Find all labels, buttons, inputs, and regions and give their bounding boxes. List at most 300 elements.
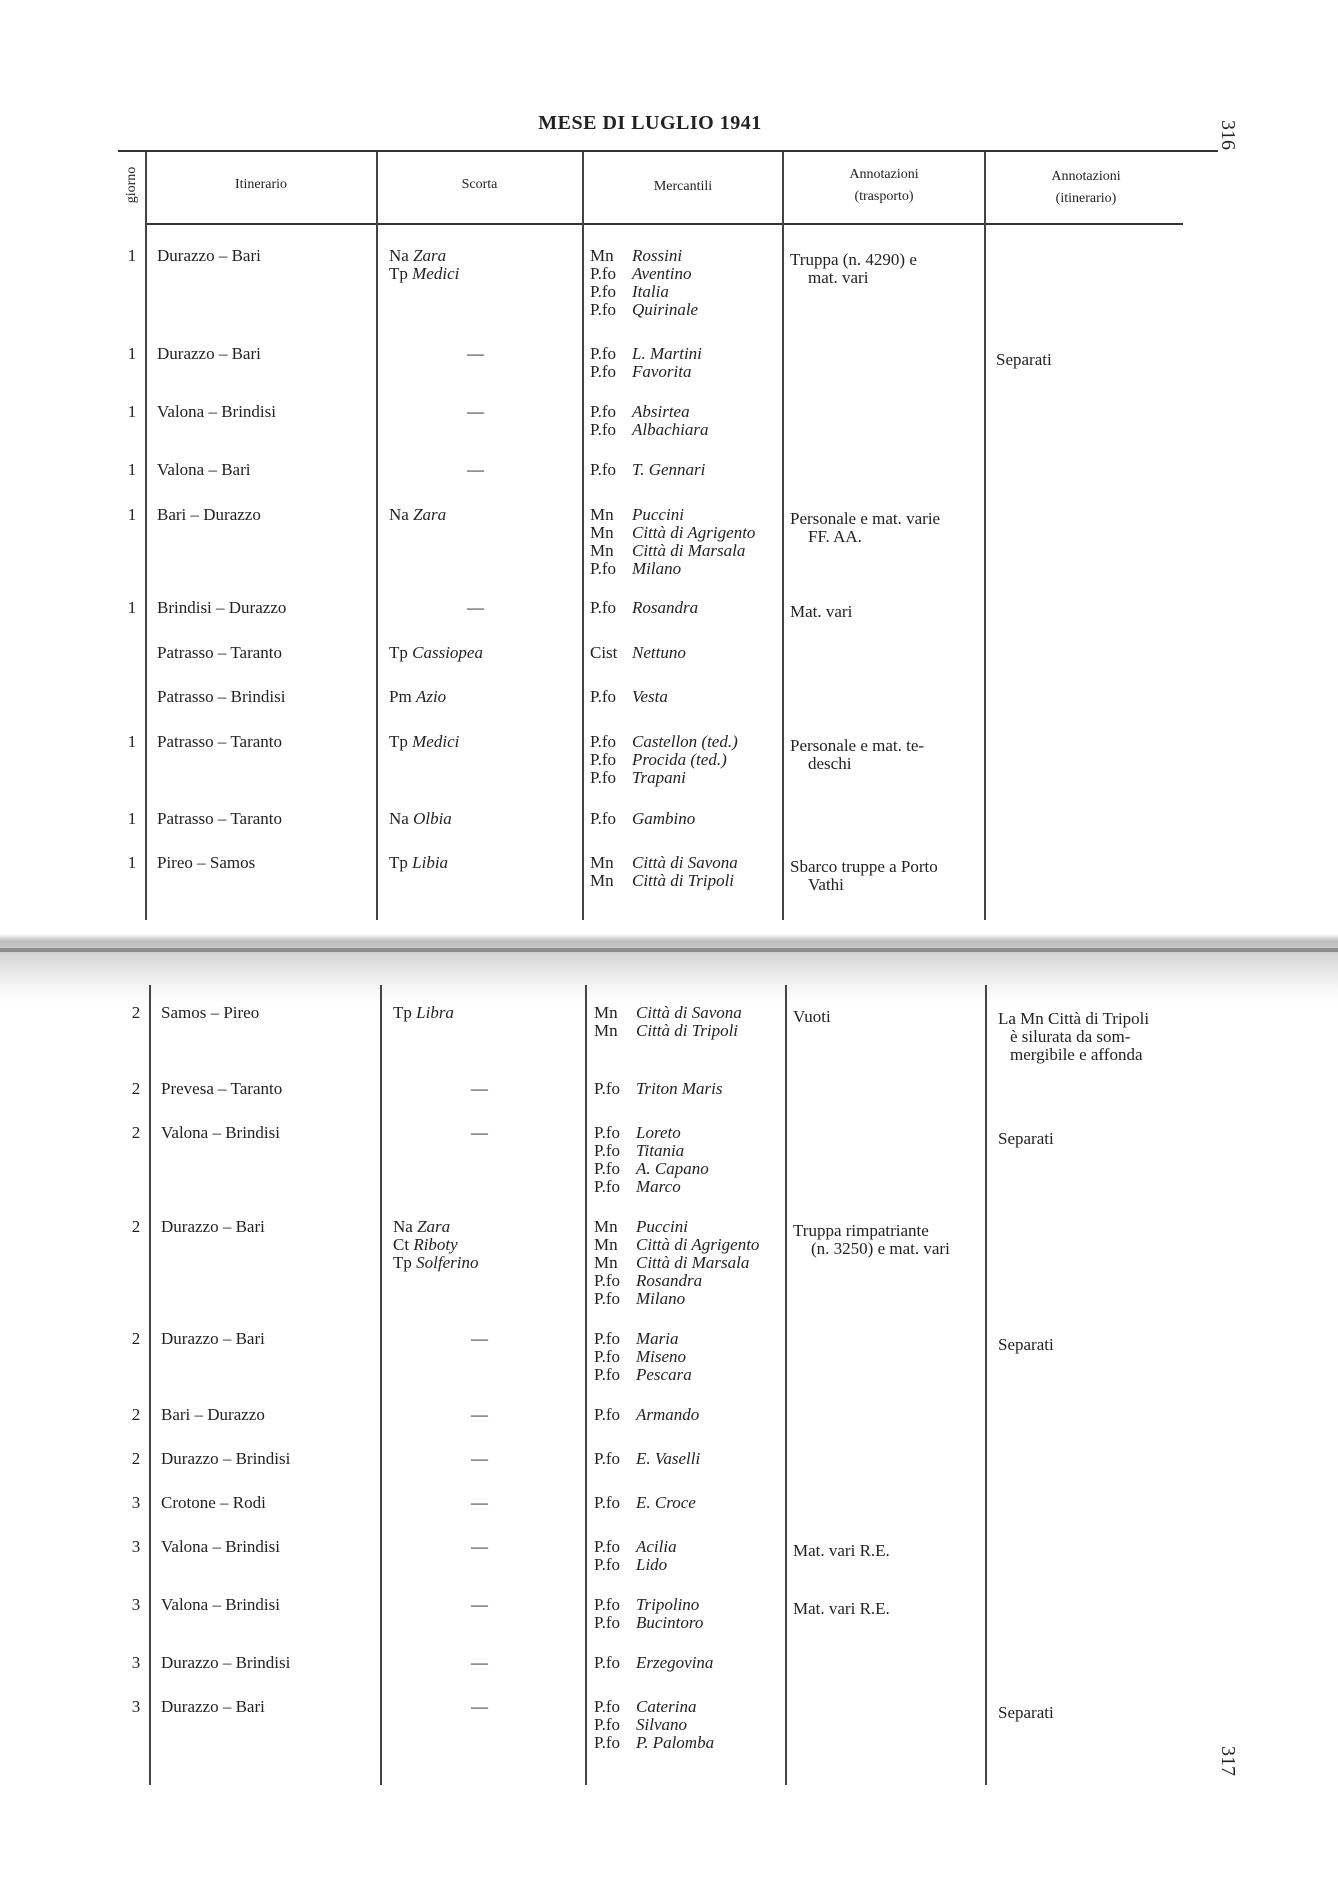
itinerary-route: Patrasso – Brindisi [157, 687, 286, 706]
day-number: 1 [127, 344, 137, 363]
header-annotazioni-itinerario-line1: Annotazioni [1051, 169, 1121, 184]
transport-note-text: Personale e mat. te- [790, 736, 925, 755]
merchant-ship [590, 688, 668, 706]
itinerary-route: Durazzo – Bari [157, 246, 261, 265]
no-escort-dash: — [471, 1449, 488, 1468]
page-title: MESE DI LUGLIO 1941 [538, 112, 762, 134]
ship-type: Tp [393, 1253, 412, 1272]
escort-dash [467, 461, 484, 479]
transport-note-text: Mat. vari R.E. [793, 1599, 890, 1618]
page-separation-line [0, 948, 1338, 952]
merchant-cell [594, 1406, 699, 1424]
ship-type: Tp [393, 1003, 412, 1022]
transport-note-text: Vuoti [793, 1007, 831, 1026]
day-cell [124, 1218, 148, 1236]
merchant-cell [594, 1654, 713, 1672]
merchant-ship [590, 506, 755, 524]
transport-note-text: Vathi [808, 875, 844, 894]
merchant-ship [594, 1450, 700, 1468]
transport-note-cell [790, 251, 917, 287]
ship-name: Quirinale [632, 300, 699, 319]
day-number: 1 [127, 732, 137, 751]
merchant-ship [594, 1614, 703, 1632]
itinerary-cell [161, 1218, 265, 1236]
merchant-ship [590, 345, 702, 363]
ship-name: Erzegovina [636, 1653, 714, 1672]
merchant-ship [590, 524, 755, 542]
ship-type: P.fo [590, 809, 616, 828]
ship-name: Gambino [632, 809, 696, 828]
day-number: 2 [131, 1123, 141, 1142]
escort-ship [389, 247, 459, 265]
ship-type: P.fo [590, 420, 616, 439]
header-giorno: giorno [124, 166, 139, 204]
ship-type: Ct [393, 1235, 410, 1254]
ship-type: P.fo [594, 1177, 620, 1196]
ship-name: Città di Marsala [632, 541, 746, 560]
itinerary-cell [161, 1596, 280, 1614]
transport-note-line [790, 510, 940, 528]
col-line [785, 985, 787, 1785]
ship-type: P.fo [594, 1613, 620, 1632]
ship-type: Na [389, 809, 409, 828]
ship-type: P.fo [594, 1079, 620, 1098]
transport-note-cell [790, 737, 924, 773]
ship-type: P.fo [594, 1715, 620, 1734]
ship-name: Caterina [636, 1697, 697, 1716]
ship-type: P.fo [594, 1289, 620, 1308]
header-scorta: Scorta [461, 177, 498, 192]
ship-name: Zara [417, 1217, 451, 1236]
no-escort-dash: — [467, 344, 484, 363]
merchant-ship [594, 1716, 714, 1734]
no-escort-dash: — [467, 402, 484, 421]
day-cell [120, 599, 144, 617]
ship-type: P.fo [594, 1365, 620, 1384]
itinerary-route: Valona – Brindisi [161, 1123, 280, 1142]
itinerary-cell [161, 1124, 280, 1142]
merchant-cell [594, 1218, 759, 1308]
escort-cell [389, 688, 446, 706]
ship-name: Città di Savona [636, 1003, 742, 1022]
merchant-ship [594, 1272, 759, 1290]
ship-name: Azio [415, 687, 447, 706]
ship-type: P.fo [594, 1159, 620, 1178]
col-line [782, 152, 784, 920]
merchant-cell [594, 1080, 722, 1098]
merchant-ship [590, 644, 686, 662]
ship-name: Favorita [632, 362, 692, 381]
ship-type: P.fo [594, 1271, 620, 1290]
ship-type: P.fo [594, 1123, 620, 1142]
ship-type: Pm [389, 687, 412, 706]
transport-note-line [790, 528, 940, 546]
ship-type: Cist [590, 643, 618, 662]
merchant-ship [594, 1080, 722, 1098]
escort-dash [471, 1330, 488, 1348]
day-cell [120, 345, 144, 363]
ship-name: Aventino [632, 264, 692, 283]
merchant-cell [594, 1124, 709, 1196]
itinerary-cell [157, 733, 282, 751]
day-cell [124, 1080, 148, 1098]
merchant-ship [594, 1556, 677, 1574]
ship-name: Zara [413, 505, 447, 524]
escort-dash [471, 1596, 488, 1614]
col-line [149, 985, 151, 1785]
day-cell [124, 1538, 148, 1556]
ship-name: Procida (ted.) [632, 750, 727, 769]
ship-type: Mn [590, 246, 614, 265]
merchant-ship [590, 265, 698, 283]
itinerary-note-text: Separati [998, 1335, 1054, 1354]
itinerary-cell [157, 810, 282, 828]
merchant-cell [594, 1698, 714, 1752]
day-number: 1 [127, 598, 137, 617]
ship-name: Silvano [636, 1715, 687, 1734]
ship-name: Acilia [636, 1537, 677, 1556]
merchant-ship [590, 363, 702, 381]
transport-note-line [793, 1240, 950, 1258]
ship-name: Medici [412, 264, 460, 283]
day-number: 1 [127, 246, 137, 265]
merchant-cell [590, 854, 738, 890]
col-line [985, 985, 987, 1785]
ship-name: Rosandra [636, 1271, 703, 1290]
transport-note-cell [790, 603, 852, 621]
ship-name: Milano [636, 1289, 686, 1308]
ship-name: Olbia [413, 809, 452, 828]
merchant-ship [594, 1654, 713, 1672]
transport-note-text: FF. AA. [808, 527, 862, 546]
ship-type: Mn [590, 871, 614, 890]
escort-ship [393, 1254, 478, 1272]
itinerary-note-line [998, 1704, 1054, 1722]
merchant-ship [590, 769, 738, 787]
ship-type: P.fo [594, 1697, 620, 1716]
ship-type: P.fo [594, 1347, 620, 1366]
merchant-ship [590, 854, 738, 872]
ship-type: P.fo [594, 1449, 620, 1468]
merchant-ship [590, 283, 698, 301]
merchant-ship [594, 1348, 692, 1366]
merchant-ship [590, 542, 755, 560]
escort-ship [389, 733, 459, 751]
itinerary-cell [161, 1080, 282, 1098]
ship-name: T. Gennari [632, 460, 706, 479]
itinerary-note-text: Separati [996, 350, 1052, 369]
merchant-ship [590, 247, 698, 265]
ship-type: Mn [590, 523, 614, 542]
merchant-cell [594, 1450, 700, 1468]
merchant-cell [590, 810, 695, 828]
day-cell [124, 1330, 148, 1348]
ship-name: Bucintoro [636, 1613, 704, 1632]
merchant-ship [590, 872, 738, 890]
merchant-ship [590, 733, 738, 751]
merchant-cell [590, 345, 702, 381]
ship-type: P.fo [590, 264, 616, 283]
itinerary-route: Patrasso – Taranto [157, 643, 283, 662]
ship-type: P.fo [590, 598, 616, 617]
escort-dash [471, 1494, 488, 1512]
transport-note-text: (n. 3250) e mat. vari [811, 1239, 950, 1258]
itinerary-route: Patrasso – Taranto [157, 809, 283, 828]
col-line [984, 152, 986, 920]
itinerary-cell [161, 1698, 265, 1716]
transport-note-line [790, 876, 938, 894]
ship-name: Puccini [632, 505, 684, 524]
merchant-ship [594, 1538, 677, 1556]
ship-name: A. Capano [636, 1159, 709, 1178]
transport-note-line [793, 1542, 890, 1560]
merchant-cell [594, 1494, 696, 1512]
itinerary-note-text: è silurata da som- [1010, 1027, 1131, 1046]
escort-cell [389, 644, 483, 662]
transport-note-line [793, 1600, 890, 1618]
escort-dash [471, 1654, 488, 1672]
day-cell [124, 1450, 148, 1468]
ship-type: P.fo [590, 768, 616, 787]
ship-name: Vesta [632, 687, 668, 706]
day-number: 3 [131, 1493, 141, 1512]
transport-note-cell [790, 858, 938, 894]
ship-type: P.fo [590, 732, 616, 751]
day-number: 2 [131, 1449, 141, 1468]
ship-type: Mn [590, 853, 614, 872]
col-line [380, 985, 382, 1785]
page-separation [0, 934, 1338, 1004]
ship-name: Lido [636, 1555, 668, 1574]
transport-note-line [790, 603, 852, 621]
ship-name: Città di Tripoli [636, 1021, 739, 1040]
merchant-ship [590, 599, 698, 617]
itinerary-cell [157, 345, 261, 363]
ship-type: P.fo [590, 750, 616, 769]
transport-note-line [793, 1222, 950, 1240]
merchant-ship [594, 1142, 709, 1160]
day-number: 1 [127, 853, 137, 872]
no-escort-dash: — [471, 1405, 488, 1424]
no-escort-dash: — [471, 1595, 488, 1614]
ship-type: P.fo [594, 1555, 620, 1574]
day-cell [120, 854, 144, 872]
header-bottom-rule [145, 223, 1183, 225]
ship-type: P.fo [590, 362, 616, 381]
day-cell [120, 403, 144, 421]
ship-name: Castellon (ted.) [632, 732, 738, 751]
day-cell [124, 1596, 148, 1614]
ship-name: Libra [416, 1003, 454, 1022]
no-escort-dash: — [467, 598, 484, 617]
no-escort-dash: — [471, 1493, 488, 1512]
escort-dash [467, 345, 484, 363]
ship-name: Puccini [636, 1217, 688, 1236]
merchant-ship [594, 1022, 742, 1040]
escort-ship [389, 265, 459, 283]
ship-type: Mn [590, 541, 614, 560]
day-cell [120, 247, 144, 265]
escort-dash [471, 1080, 488, 1098]
day-number: 3 [131, 1537, 141, 1556]
escort-ship [389, 688, 446, 706]
day-cell [120, 733, 144, 751]
ship-name: Loreto [636, 1123, 681, 1142]
ship-name: Italia [632, 282, 669, 301]
transport-note-text: Truppa rimpatriante [793, 1221, 929, 1240]
header-top-rule [118, 150, 1218, 152]
merchant-ship [594, 1178, 709, 1196]
day-cell [120, 506, 144, 524]
day-cell [124, 1406, 148, 1424]
no-escort-dash: — [471, 1537, 488, 1556]
ship-name: Città di Tripoli [632, 871, 735, 890]
ship-type: Mn [590, 505, 614, 524]
itinerary-note-text: La Mn Città di Tripoli [998, 1009, 1150, 1028]
itinerary-route: Durazzo – Bari [157, 344, 261, 363]
ship-name: Trapani [632, 768, 686, 787]
page-number-top: 316 [1217, 120, 1239, 150]
ship-type: P.fo [594, 1329, 620, 1348]
itinerary-route: Valona – Brindisi [161, 1595, 280, 1614]
itinerary-route: Pireo – Samos [157, 853, 256, 872]
escort-dash [471, 1406, 488, 1424]
day-cell [124, 1494, 148, 1512]
ship-name: Libia [412, 853, 449, 872]
ship-name: Armando [636, 1405, 700, 1424]
ship-type: P.fo [594, 1537, 620, 1556]
itinerary-route: Crotone – Rodi [161, 1493, 266, 1512]
ship-type: Na [389, 246, 409, 265]
itinerary-route: Durazzo – Brindisi [161, 1653, 291, 1672]
day-number: 3 [131, 1697, 141, 1716]
ship-type: Mn [594, 1021, 618, 1040]
ship-type: Mn [594, 1235, 618, 1254]
ship-name: Absirtea [632, 402, 690, 421]
header-annotazioni-trasporto-line2: (trasporto) [854, 189, 914, 204]
ship-name: Triton Maris [636, 1079, 723, 1098]
ship-name: P. Palomba [636, 1733, 715, 1752]
ship-type: P.fo [594, 1595, 620, 1614]
day-number: 1 [127, 505, 137, 524]
ship-type: P.fo [590, 687, 616, 706]
ship-name: E. Vaselli [636, 1449, 701, 1468]
ship-name: E. Croce [636, 1493, 696, 1512]
ship-name: Maria [636, 1329, 679, 1348]
ship-name: Milano [632, 559, 682, 578]
escort-cell [393, 1218, 478, 1272]
day-number: 3 [131, 1595, 141, 1614]
transport-note-line [793, 1008, 831, 1026]
merchant-cell [594, 1004, 742, 1040]
ship-type: P.fo [594, 1653, 620, 1672]
no-escort-dash: — [471, 1653, 488, 1672]
day-cell [124, 1698, 148, 1716]
itinerary-cell [161, 1494, 266, 1512]
merchant-ship [590, 751, 738, 769]
merchant-cell [594, 1596, 703, 1632]
itinerary-route: Valona – Brindisi [157, 402, 276, 421]
itinerary-note-line [996, 351, 1052, 369]
itinerary-note-text: Separati [998, 1129, 1054, 1148]
col-line [582, 152, 584, 920]
itinerary-route: Durazzo – Bari [161, 1329, 265, 1348]
transport-note-text: Personale e mat. varie [790, 509, 941, 528]
day-number: 2 [131, 1329, 141, 1348]
merchant-ship [594, 1236, 759, 1254]
ship-name: Rosandra [632, 598, 699, 617]
transport-note-text: Sbarco truppe a Porto [790, 857, 938, 876]
transport-note-text: Mat. vari R.E. [793, 1541, 890, 1560]
escort-dash [467, 599, 484, 617]
itinerary-note-cell [998, 1336, 1054, 1354]
day-number: 2 [131, 1079, 141, 1098]
header-annotazioni-itinerario-line2: (itinerario) [1055, 191, 1117, 206]
transport-note-text: mat. vari [808, 268, 869, 287]
ship-name: Rossini [632, 246, 683, 265]
ship-type: P.fo [594, 1405, 620, 1424]
ship-type: P.fo [590, 460, 616, 479]
itinerary-route: Durazzo – Brindisi [161, 1449, 291, 1468]
merchant-cell [590, 247, 698, 319]
page-number-bottom: 317 [1217, 1746, 1239, 1776]
escort-ship [393, 1218, 478, 1236]
header-annotazioni-trasporto-line1: Annotazioni [849, 167, 919, 182]
itinerary-note-text: mergibile e affonda [1010, 1045, 1143, 1064]
day-cell [124, 1004, 148, 1022]
itinerary-route: Brindisi – Durazzo [157, 598, 287, 617]
merchant-ship [590, 421, 709, 439]
itinerary-note-text: Separati [998, 1703, 1054, 1722]
escort-ship [393, 1004, 454, 1022]
itinerary-cell [161, 1330, 265, 1348]
day-cell [120, 810, 144, 828]
day-number: 2 [131, 1405, 141, 1424]
merchant-ship [594, 1290, 759, 1308]
merchant-cell [590, 403, 709, 439]
ship-name: Marco [636, 1177, 681, 1196]
merchant-ship [594, 1596, 703, 1614]
ship-name: Cassiopea [412, 643, 483, 662]
no-escort-dash: — [471, 1123, 488, 1142]
transport-note-cell [793, 1222, 950, 1258]
ship-name: Medici [412, 732, 460, 751]
escort-ship [389, 854, 448, 872]
merchant-ship [590, 810, 695, 828]
no-escort-dash: — [471, 1329, 488, 1348]
merchant-ship [594, 1734, 714, 1752]
ship-type: Mn [594, 1253, 618, 1272]
itinerary-route: Bari – Durazzo [157, 505, 261, 524]
no-escort-dash: — [471, 1697, 488, 1716]
merchant-ship [594, 1406, 699, 1424]
ship-name: Pescara [636, 1365, 692, 1384]
itinerary-cell [161, 1654, 290, 1672]
ship-name: Miseno [636, 1347, 687, 1366]
itinerary-note-cell [998, 1704, 1054, 1722]
merchant-ship [594, 1160, 709, 1178]
day-cell [120, 461, 144, 479]
itinerary-route: Prevesa – Taranto [161, 1079, 283, 1098]
ship-type: Na [389, 505, 409, 524]
ship-name: Albachiara [632, 420, 709, 439]
ship-name: Città di Marsala [636, 1253, 750, 1272]
itinerary-note-cell [998, 1130, 1054, 1148]
ship-name: Nettuno [632, 643, 686, 662]
itinerary-note-line [998, 1010, 1149, 1028]
escort-dash [471, 1538, 488, 1556]
itinerary-route: Durazzo – Bari [161, 1697, 265, 1716]
